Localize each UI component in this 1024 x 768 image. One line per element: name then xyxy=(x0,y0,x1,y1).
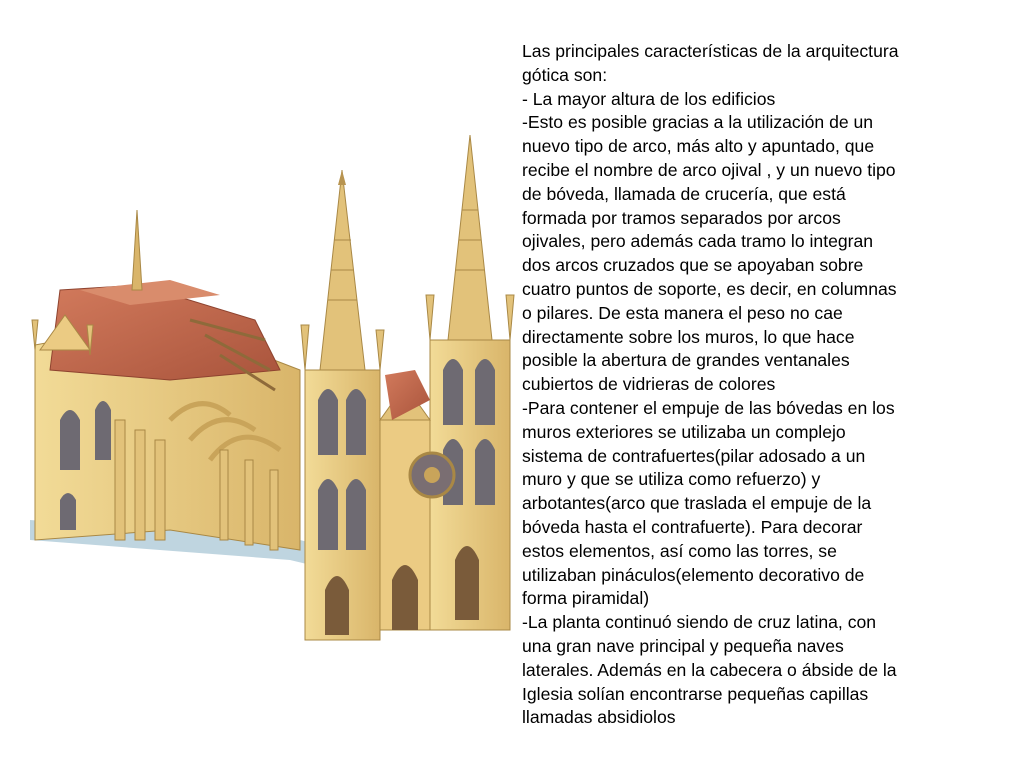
text-line: formada por tramos separados por arcos xyxy=(522,207,841,228)
text-line: de bóveda, llamada de crucería, que está xyxy=(522,183,846,204)
text-line: ojivales, pero además cada tramo lo integran xyxy=(522,231,874,252)
text-line: directamente sobre los muros, lo que hace xyxy=(522,326,855,347)
text-line: - La mayor altura de los edificios xyxy=(522,88,776,109)
text-line: estos elementos, así como las torres, se xyxy=(522,540,837,561)
text-line: bóveda hasta el contrafuerte). Para decorar xyxy=(522,516,863,537)
text-line: muro y que se utiliza como refuerzo) y xyxy=(522,469,821,490)
text-line: Las principales características de la arquitectura xyxy=(522,41,899,61)
text-line: cubiertos de vidrieras de colores xyxy=(522,374,776,395)
text-line: cuatro puntos de soporte, es decir, en columnas xyxy=(522,278,897,299)
text-line: Iglesia solían encontrarse pequeñas capillas xyxy=(522,683,869,704)
text-line: -Esto es posible gracias a la utilización de un xyxy=(522,112,874,133)
text-line: muros exteriores se utilizaba un complejo xyxy=(522,421,846,442)
text-line: laterales. Además en la cabecera o ábside de la xyxy=(522,659,897,680)
gothic-cathedral-cutaway-icon xyxy=(20,120,520,650)
text-line: o pilares. De esta manera el peso no cae xyxy=(522,302,843,323)
text-line: una gran nave principal y pequeña naves xyxy=(522,635,844,656)
text-line: nuevo tipo de arco, más alto y apuntado, que xyxy=(522,136,875,157)
text-line: -La planta continuó siendo de cruz latina, con xyxy=(522,612,877,633)
text-line: forma piramidal) xyxy=(522,588,650,609)
text-line: recibe el nombre de arco ojival , y un nuevo tipo xyxy=(522,159,896,180)
text-line: sistema de contrafuertes(pilar adosado a un xyxy=(522,445,866,466)
text-line: dos arcos cruzados que se apoyaban sobre xyxy=(522,255,864,276)
text-line: llamadas absidiolos xyxy=(522,707,676,728)
text-line: utilizaban pináculos(elemento decorativo de xyxy=(522,564,865,585)
text-line: posible la abertura de grandes ventanales xyxy=(522,350,850,371)
text-line: gótica son: xyxy=(522,64,608,85)
text-block xyxy=(522,40,962,730)
text-line: -Para contener el empuje de las bóvedas en los xyxy=(522,397,895,418)
text-line: arbotantes(arco que traslada el empuje de la xyxy=(522,493,872,514)
